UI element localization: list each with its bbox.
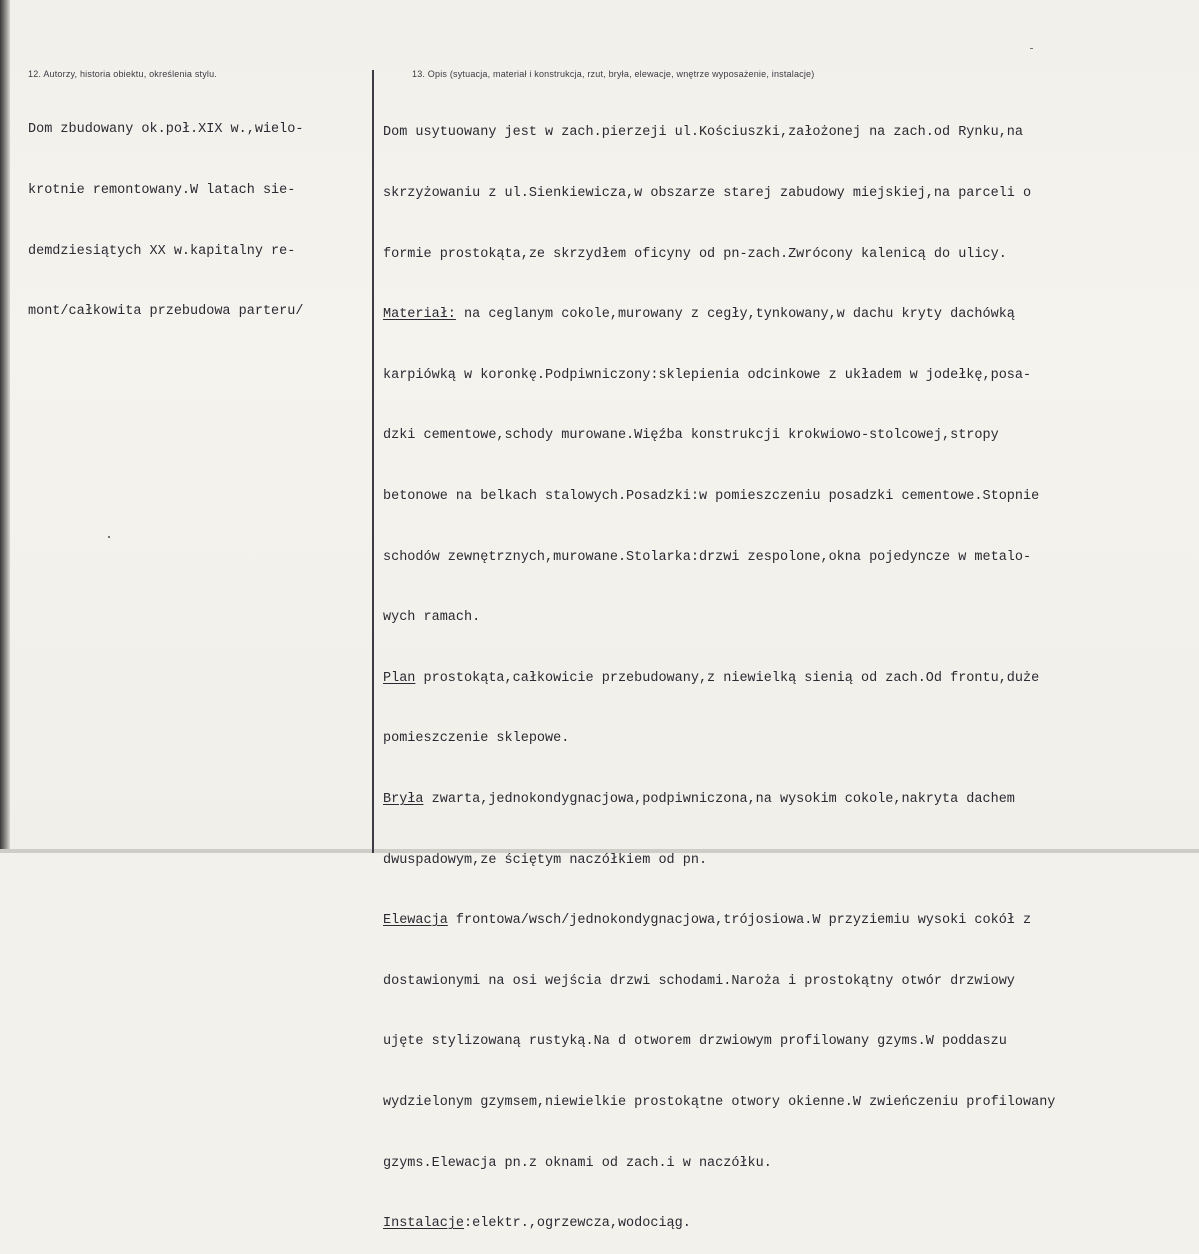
- section-heading: Materiał:: [383, 307, 456, 323]
- line-text: ujęte stylizowaną rustyką.Na d otworem drzwiowym profilowany gzyms.W poddaszu: [383, 1034, 1007, 1050]
- scan-left-edge: [0, 0, 10, 853]
- line-text: schodów zewnętrznych,murowane.Stolarka:drzwi zespolone,okna pojedyncze w metalo-: [383, 549, 1032, 565]
- right-text-line: [383, 1214, 1193, 1234]
- right-text-line: [383, 1093, 1193, 1113]
- right-text-line: [383, 972, 1193, 992]
- right-text-line: [383, 487, 1193, 507]
- left-text-line: Dom zbudowany ok.poł.XIX w.,wielo-: [28, 122, 304, 138]
- right-column-text: [383, 83, 1193, 1254]
- line-text: betonowe na belkach stalowych.Posadzki:w pomieszczeniu posadzki cementowe.Stopnie: [383, 488, 1040, 504]
- line-text: zwarta,jednokondygnacjowa,podpiwniczona,na wysokim cokole,nakryta dachem: [423, 791, 1015, 807]
- right-text-line: [383, 669, 1193, 689]
- right-text-line: [383, 366, 1193, 386]
- line-text: na ceglanym cokole,murowany z cegły,tynkowany,w dachu kryty dachówką: [455, 307, 1015, 323]
- right-text-line: [383, 608, 1193, 628]
- right-text-line: [383, 426, 1193, 446]
- right-text-line: [383, 123, 1193, 143]
- right-text-line: [383, 184, 1193, 204]
- left-column-text: [28, 80, 363, 343]
- paper-speck: [108, 536, 110, 538]
- section-heading: Plan: [383, 670, 416, 686]
- right-text-line: [383, 1154, 1193, 1174]
- line-text: wych ramach.: [383, 610, 481, 626]
- left-text-line: mont/całkowita przebudowa parteru/: [28, 304, 304, 320]
- line-text: wydzielonym gzymsem,niewielkie prostokątne otwory okienne.W zwieńczeniu profilowany: [383, 1094, 1056, 1110]
- line-text: frontowa/wsch/jednokondygnacjowa,trójosiowa.W przyziemiu wysoki cokół z: [447, 913, 1032, 929]
- right-column-label: 13. Opis (sytuacja, materiał i konstrukcja, rzut, bryła, elewacje, wnętrze wyposażenie, instalacje): [412, 69, 815, 79]
- right-text-line: [383, 305, 1193, 325]
- line-text: dwuspadowym,ze ściętym naczółkiem od pn.: [383, 852, 708, 868]
- right-text-line: [383, 729, 1193, 749]
- section-heading: Instalacje: [383, 1216, 465, 1232]
- section-heading: Bryła: [383, 791, 424, 807]
- right-text-line: [383, 548, 1193, 568]
- right-text-line: [383, 790, 1193, 810]
- paper-speck: [1030, 48, 1033, 49]
- right-text-line: [383, 851, 1193, 871]
- line-text: :elektr.,ogrzewcza,wodociąg.: [464, 1216, 691, 1232]
- line-text: Dom usytuowany jest w zach.pierzeji ul.Kościuszki,założonej na zach.od Rynku,na: [383, 125, 1024, 141]
- line-text: gzyms.Elewacja pn.z oknami od zach.i w naczółku.: [383, 1155, 772, 1171]
- right-text-line: [383, 245, 1193, 265]
- line-text: skrzyżowaniu z ul.Sienkiewicza,w obszarze starej zabudowy miejskiej,na parceli o: [383, 186, 1032, 201]
- line-text: formie prostokąta,ze skrzydłem oficyny od pn-zach.Zwrócony kalenicą do ulicy.: [383, 246, 1007, 262]
- column-divider: [372, 70, 374, 853]
- right-text-line: [383, 1032, 1193, 1052]
- left-column-label: 12. Autorzy, historia obiektu, określenia stylu.: [28, 69, 218, 79]
- line-text: dzki cementowe,schody murowane.Więźba konstrukcji krokwiowo-stolcowej,stropy: [383, 428, 999, 444]
- line-text: karpiówką w koronkę.Podpiwniczony:sklepienia odcinkowe z układem w jodełkę,posa-: [383, 367, 1032, 383]
- line-text: prostokąta,całkowicie przebudowany,z niewielką sienią od zach.Od frontu,duże: [415, 670, 1040, 686]
- right-text-line: [383, 911, 1193, 931]
- line-text: dostawionymi na osi wejścia drzwi schodami.Naroża i prostokątny otwór drzwiowy: [383, 973, 1015, 989]
- left-text-line: krotnie remontowany.W latach sie-: [28, 183, 296, 198]
- left-text-line: demdziesiątych XX w.kapitalny re-: [28, 243, 296, 259]
- section-heading: Elewacja: [383, 913, 448, 929]
- line-text: pomieszczenie sklepowe.: [383, 731, 570, 747]
